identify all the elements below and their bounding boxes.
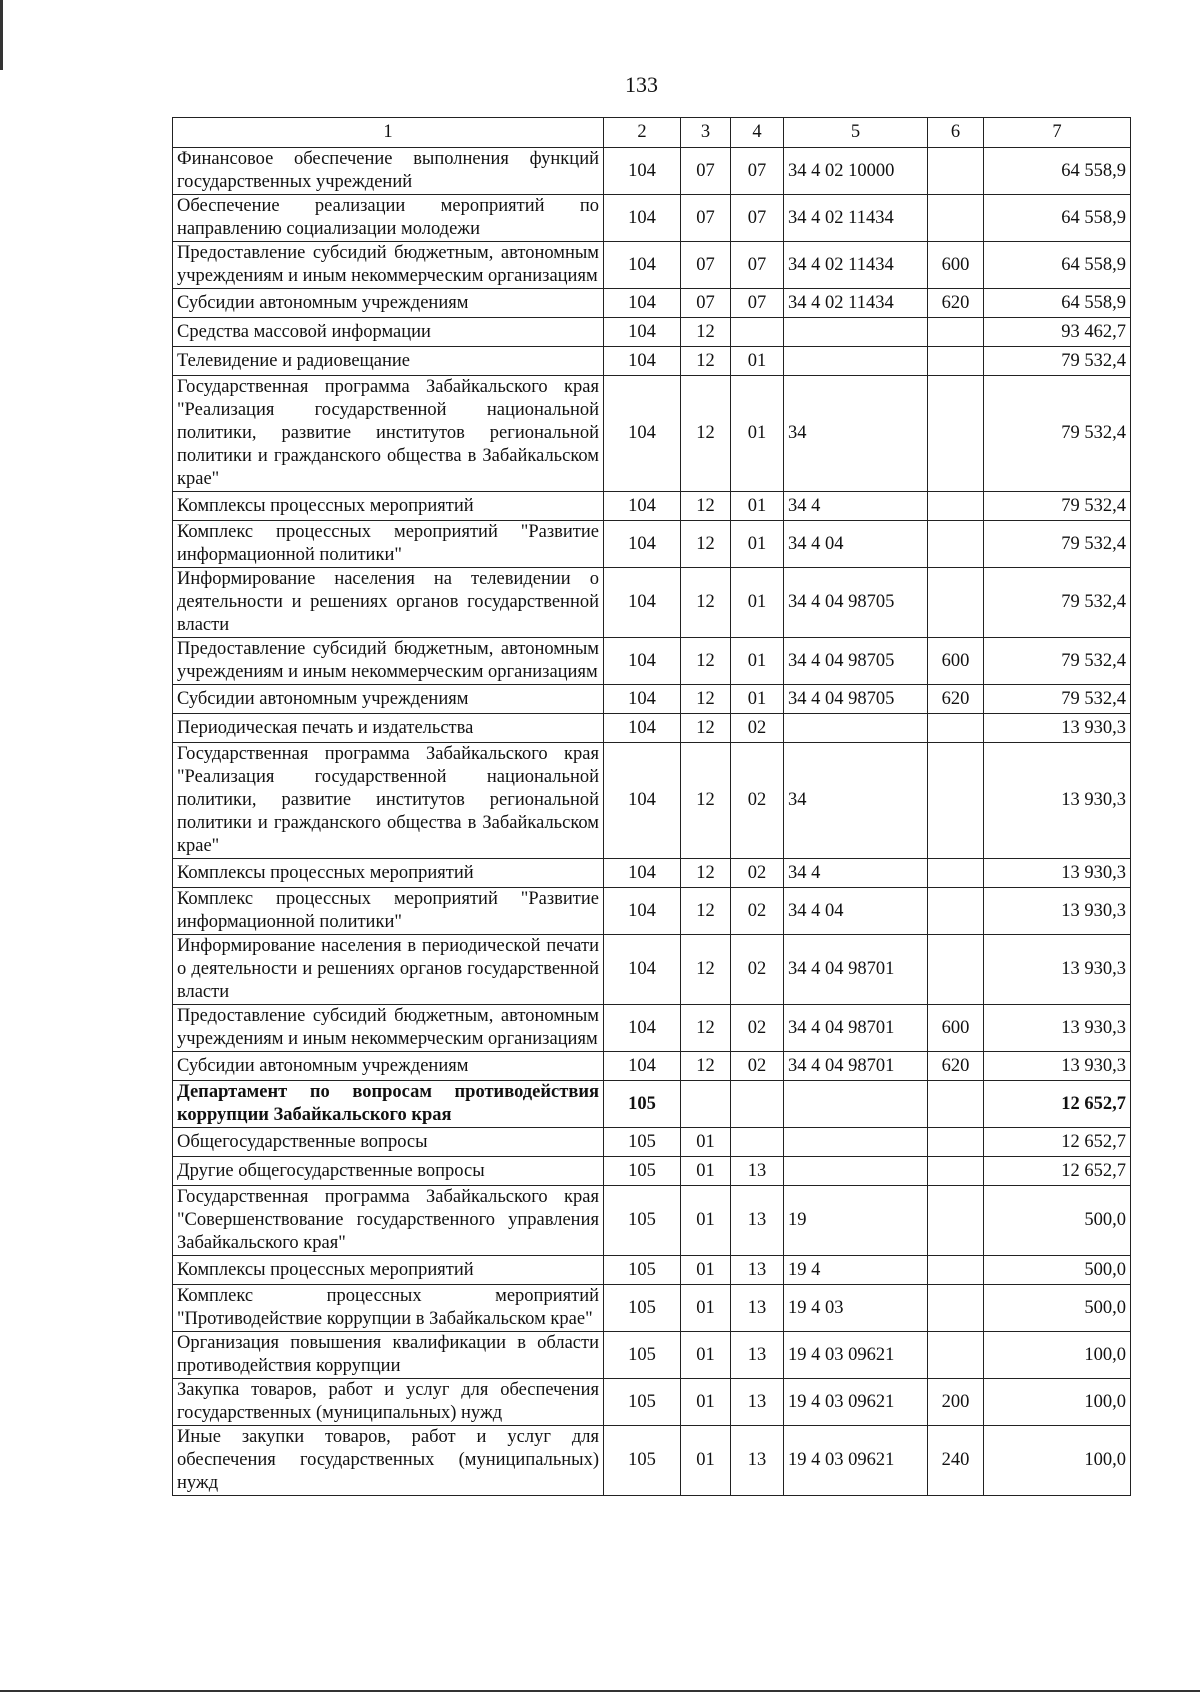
row-expense-type-cell: 600 <box>928 1005 984 1052</box>
row-amount-cell: 13 930,3 <box>984 888 1131 935</box>
table-row <box>173 1379 1131 1426</box>
row-amount-cell: 79 532,4 <box>984 492 1131 521</box>
row-subsection-cell: 02 <box>731 1005 784 1052</box>
row-ministry-code-cell: 104 <box>604 859 681 888</box>
row-section-cell: 01 <box>681 1426 731 1496</box>
row-target-article-cell: 34 4 02 11434 <box>784 195 928 242</box>
row-subsection-cell: 02 <box>731 859 784 888</box>
table-row <box>173 521 1131 568</box>
row-subsection-cell: 02 <box>731 714 784 743</box>
row-section-cell: 12 <box>681 492 731 521</box>
row-name-cell: Субсидии автономным учреждениям <box>173 289 604 318</box>
scan-edge-left <box>0 0 3 70</box>
row-amount-cell: 13 930,3 <box>984 859 1131 888</box>
table-row <box>173 935 1131 1005</box>
column-header: 1 <box>173 118 604 148</box>
row-name-cell: Комплекс процессных мероприятий "Противодействие коррупции в Забайкальском крае" <box>173 1285 604 1332</box>
row-section-cell: 12 <box>681 568 731 638</box>
row-section-cell: 12 <box>681 1005 731 1052</box>
row-subsection-cell <box>731 318 784 347</box>
row-expense-type-cell <box>928 1128 984 1157</box>
row-target-article-cell: 34 4 04 98705 <box>784 568 928 638</box>
row-ministry-code-cell: 104 <box>604 318 681 347</box>
table-row <box>173 1157 1131 1186</box>
row-section-cell: 12 <box>681 1052 731 1081</box>
row-ministry-code-cell: 105 <box>604 1128 681 1157</box>
row-subsection-cell: 13 <box>731 1285 784 1332</box>
table-row <box>173 743 1131 859</box>
row-amount-cell: 93 462,7 <box>984 318 1131 347</box>
row-amount-cell: 13 930,3 <box>984 1052 1131 1081</box>
row-section-cell: 12 <box>681 888 731 935</box>
row-target-article-cell <box>784 1081 928 1128</box>
row-amount-cell: 79 532,4 <box>984 376 1131 492</box>
row-name-cell: Информирование населения на телевидении о деятельности и решениях органов государственной власти <box>173 568 604 638</box>
row-section-cell: 12 <box>681 859 731 888</box>
row-target-article-cell: 19 4 <box>784 1256 928 1285</box>
row-subsection-cell: 01 <box>731 685 784 714</box>
column-header: 6 <box>928 118 984 148</box>
row-expense-type-cell <box>928 1157 984 1186</box>
row-expense-type-cell <box>928 148 984 195</box>
row-amount-cell: 64 558,9 <box>984 242 1131 289</box>
row-ministry-code-cell: 104 <box>604 347 681 376</box>
row-name-cell: Государственная программа Забайкальского края "Реализация государственной национальной политики, развитие институтов региональной политики и гражданского общества в Забайкальском крае" <box>173 743 604 859</box>
row-ministry-code-cell: 104 <box>604 714 681 743</box>
page-number: 133 <box>625 72 658 97</box>
row-amount-cell: 79 532,4 <box>984 638 1131 685</box>
row-ministry-code-cell: 104 <box>604 935 681 1005</box>
row-subsection-cell: 02 <box>731 743 784 859</box>
row-name-cell: Государственная программа Забайкальского края "Совершенствование государственного управления Забайкальского края" <box>173 1186 604 1256</box>
row-name-cell: Комплексы процессных мероприятий <box>173 859 604 888</box>
row-target-article-cell: 34 4 04 98701 <box>784 1052 928 1081</box>
row-amount-cell: 12 652,7 <box>984 1157 1131 1186</box>
row-section-cell: 01 <box>681 1256 731 1285</box>
table-header-row <box>173 118 1131 148</box>
row-target-article-cell: 19 4 03 <box>784 1285 928 1332</box>
row-subsection-cell: 02 <box>731 1052 784 1081</box>
row-section-cell: 07 <box>681 289 731 318</box>
row-ministry-code-cell: 104 <box>604 685 681 714</box>
row-name-cell: Субсидии автономным учреждениям <box>173 1052 604 1081</box>
row-amount-cell: 13 930,3 <box>984 935 1131 1005</box>
row-ministry-code-cell: 104 <box>604 195 681 242</box>
row-amount-cell: 13 930,3 <box>984 1005 1131 1052</box>
row-amount-cell: 13 930,3 <box>984 714 1131 743</box>
row-section-cell: 01 <box>681 1379 731 1426</box>
row-amount-cell: 64 558,9 <box>984 289 1131 318</box>
row-expense-type-cell <box>928 714 984 743</box>
row-subsection-cell: 01 <box>731 568 784 638</box>
row-section-cell: 01 <box>681 1157 731 1186</box>
row-subsection-cell: 13 <box>731 1157 784 1186</box>
row-amount-cell: 500,0 <box>984 1285 1131 1332</box>
row-ministry-code-cell: 105 <box>604 1157 681 1186</box>
row-section-cell: 01 <box>681 1285 731 1332</box>
row-target-article-cell: 34 4 04 98705 <box>784 638 928 685</box>
row-expense-type-cell <box>928 568 984 638</box>
row-amount-cell: 13 930,3 <box>984 743 1131 859</box>
table-row <box>173 1426 1131 1496</box>
row-subsection-cell: 13 <box>731 1186 784 1256</box>
row-section-cell: 12 <box>681 638 731 685</box>
row-name-cell: Иные закупки товаров, работ и услуг для обеспечения государственных (муниципальных) нужд <box>173 1426 604 1496</box>
row-section-cell: 12 <box>681 318 731 347</box>
row-name-cell: Предоставление субсидий бюджетным, автономным учреждениям и иным некоммерческим организациям <box>173 1005 604 1052</box>
row-expense-type-cell: 620 <box>928 1052 984 1081</box>
row-name-cell: Комплекс процессных мероприятий "Развитие информационной политики" <box>173 888 604 935</box>
row-target-article-cell: 19 <box>784 1186 928 1256</box>
row-ministry-code-cell: 105 <box>604 1256 681 1285</box>
row-ministry-code-cell: 104 <box>604 376 681 492</box>
row-subsection-cell: 13 <box>731 1426 784 1496</box>
row-expense-type-cell: 240 <box>928 1426 984 1496</box>
row-section-cell: 07 <box>681 195 731 242</box>
row-ministry-code-cell: 104 <box>604 521 681 568</box>
table-body <box>173 148 1131 1496</box>
row-name-cell: Закупка товаров, работ и услуг для обеспечения государственных (муниципальных) нужд <box>173 1379 604 1426</box>
row-target-article-cell: 34 4 <box>784 859 928 888</box>
row-section-cell: 12 <box>681 521 731 568</box>
row-amount-cell: 79 532,4 <box>984 685 1131 714</box>
row-name-cell: Комплекс процессных мероприятий "Развитие информационной политики" <box>173 521 604 568</box>
row-target-article-cell: 34 <box>784 743 928 859</box>
table-row <box>173 1052 1131 1081</box>
row-target-article-cell: 34 4 02 11434 <box>784 289 928 318</box>
row-target-article-cell: 34 4 02 11434 <box>784 242 928 289</box>
row-expense-type-cell: 620 <box>928 289 984 318</box>
row-ministry-code-cell: 104 <box>604 289 681 318</box>
row-section-cell: 12 <box>681 714 731 743</box>
table-row <box>173 1332 1131 1379</box>
row-amount-cell: 500,0 <box>984 1186 1131 1256</box>
row-name-cell: Общегосударственные вопросы <box>173 1128 604 1157</box>
table-row <box>173 1081 1131 1128</box>
table-row <box>173 347 1131 376</box>
row-section-cell: 01 <box>681 1332 731 1379</box>
row-expense-type-cell <box>928 935 984 1005</box>
row-expense-type-cell <box>928 1285 984 1332</box>
table-row <box>173 859 1131 888</box>
row-expense-type-cell: 200 <box>928 1379 984 1426</box>
row-subsection-cell <box>731 1081 784 1128</box>
row-expense-type-cell <box>928 1256 984 1285</box>
row-target-article-cell: 19 4 03 09621 <box>784 1379 928 1426</box>
row-target-article-cell <box>784 1157 928 1186</box>
row-expense-type-cell <box>928 1332 984 1379</box>
row-subsection-cell: 02 <box>731 888 784 935</box>
row-target-article-cell: 19 4 03 09621 <box>784 1426 928 1496</box>
table-row <box>173 195 1131 242</box>
row-expense-type-cell: 600 <box>928 638 984 685</box>
column-header: 4 <box>731 118 784 148</box>
row-expense-type-cell <box>928 376 984 492</box>
row-amount-cell: 100,0 <box>984 1332 1131 1379</box>
table-row <box>173 568 1131 638</box>
row-ministry-code-cell: 105 <box>604 1379 681 1426</box>
table-row <box>173 242 1131 289</box>
table-row <box>173 638 1131 685</box>
column-header: 2 <box>604 118 681 148</box>
row-name-cell: Предоставление субсидий бюджетным, автономным учреждениям и иным некоммерческим организациям <box>173 242 604 289</box>
row-subsection-cell: 01 <box>731 638 784 685</box>
row-section-cell: 12 <box>681 743 731 859</box>
row-name-cell: Департамент по вопросам противодействия коррупции Забайкальского края <box>173 1081 604 1128</box>
row-expense-type-cell: 600 <box>928 242 984 289</box>
row-expense-type-cell <box>928 888 984 935</box>
budget-table <box>172 117 1131 1496</box>
table-row <box>173 714 1131 743</box>
row-name-cell: Государственная программа Забайкальского края "Реализация государственной национальной политики, развитие институтов региональной политики и гражданского общества в Забайкальском крае" <box>173 376 604 492</box>
scan-edge-bottom <box>0 1690 1200 1692</box>
row-section-cell <box>681 1081 731 1128</box>
row-expense-type-cell <box>928 347 984 376</box>
column-header: 3 <box>681 118 731 148</box>
row-subsection-cell: 13 <box>731 1256 784 1285</box>
table-row <box>173 318 1131 347</box>
row-section-cell: 12 <box>681 376 731 492</box>
table-row <box>173 1128 1131 1157</box>
row-expense-type-cell <box>928 318 984 347</box>
row-target-article-cell: 34 4 04 <box>784 521 928 568</box>
row-subsection-cell: 01 <box>731 521 784 568</box>
row-target-article-cell: 34 4 <box>784 492 928 521</box>
row-name-cell: Другие общегосударственные вопросы <box>173 1157 604 1186</box>
row-amount-cell: 100,0 <box>984 1379 1131 1426</box>
row-target-article-cell: 19 4 03 09621 <box>784 1332 928 1379</box>
row-target-article-cell <box>784 714 928 743</box>
row-expense-type-cell <box>928 492 984 521</box>
row-section-cell: 07 <box>681 148 731 195</box>
table-row <box>173 888 1131 935</box>
row-subsection-cell <box>731 1128 784 1157</box>
row-name-cell: Финансовое обеспечение выполнения функций государственных учреждений <box>173 148 604 195</box>
table-row <box>173 1285 1131 1332</box>
row-subsection-cell: 13 <box>731 1332 784 1379</box>
row-target-article-cell: 34 4 04 98705 <box>784 685 928 714</box>
row-section-cell: 01 <box>681 1128 731 1157</box>
row-name-cell: Телевидение и радиовещание <box>173 347 604 376</box>
row-section-cell: 12 <box>681 685 731 714</box>
row-expense-type-cell <box>928 859 984 888</box>
row-ministry-code-cell: 104 <box>604 743 681 859</box>
row-amount-cell: 100,0 <box>984 1426 1131 1496</box>
row-amount-cell: 12 652,7 <box>984 1128 1131 1157</box>
row-target-article-cell: 34 4 04 <box>784 888 928 935</box>
row-section-cell: 07 <box>681 242 731 289</box>
row-ministry-code-cell: 104 <box>604 492 681 521</box>
row-ministry-code-cell: 104 <box>604 148 681 195</box>
row-ministry-code-cell: 105 <box>604 1285 681 1332</box>
column-header: 7 <box>984 118 1131 148</box>
row-expense-type-cell: 620 <box>928 685 984 714</box>
row-ministry-code-cell: 105 <box>604 1081 681 1128</box>
row-ministry-code-cell: 105 <box>604 1186 681 1256</box>
row-name-cell: Средства массовой информации <box>173 318 604 347</box>
row-expense-type-cell <box>928 195 984 242</box>
column-header: 5 <box>784 118 928 148</box>
table-row <box>173 148 1131 195</box>
row-subsection-cell: 07 <box>731 148 784 195</box>
row-amount-cell: 79 532,4 <box>984 521 1131 568</box>
row-section-cell: 01 <box>681 1186 731 1256</box>
row-ministry-code-cell: 105 <box>604 1426 681 1496</box>
table-row <box>173 376 1131 492</box>
row-subsection-cell: 07 <box>731 289 784 318</box>
row-expense-type-cell <box>928 1186 984 1256</box>
row-target-article-cell <box>784 318 928 347</box>
table-row <box>173 289 1131 318</box>
row-subsection-cell: 01 <box>731 492 784 521</box>
row-subsection-cell: 01 <box>731 347 784 376</box>
row-subsection-cell: 02 <box>731 935 784 1005</box>
row-subsection-cell: 01 <box>731 376 784 492</box>
row-target-article-cell <box>784 1128 928 1157</box>
row-name-cell: Информирование населения в периодической печати о деятельности и решениях органов государственной власти <box>173 935 604 1005</box>
row-name-cell: Организация повышения квалификации в области противодействия коррупции <box>173 1332 604 1379</box>
row-amount-cell: 64 558,9 <box>984 148 1131 195</box>
row-name-cell: Обеспечение реализации мероприятий по направлению социализации молодежи <box>173 195 604 242</box>
row-expense-type-cell <box>928 521 984 568</box>
row-name-cell: Комплексы процессных мероприятий <box>173 1256 604 1285</box>
table-row <box>173 685 1131 714</box>
row-target-article-cell: 34 <box>784 376 928 492</box>
row-name-cell: Периодическая печать и издательства <box>173 714 604 743</box>
table-row <box>173 492 1131 521</box>
row-section-cell: 12 <box>681 935 731 1005</box>
row-target-article-cell: 34 4 02 10000 <box>784 148 928 195</box>
row-target-article-cell: 34 4 04 98701 <box>784 1005 928 1052</box>
row-ministry-code-cell: 104 <box>604 1052 681 1081</box>
row-target-article-cell: 34 4 04 98701 <box>784 935 928 1005</box>
row-amount-cell: 79 532,4 <box>984 568 1131 638</box>
row-section-cell: 12 <box>681 347 731 376</box>
row-ministry-code-cell: 104 <box>604 1005 681 1052</box>
table-row <box>173 1005 1131 1052</box>
table-row <box>173 1256 1131 1285</box>
row-name-cell: Предоставление субсидий бюджетным, автономным учреждениям и иным некоммерческим организациям <box>173 638 604 685</box>
table-row <box>173 1186 1131 1256</box>
row-ministry-code-cell: 104 <box>604 242 681 289</box>
row-ministry-code-cell: 104 <box>604 888 681 935</box>
row-subsection-cell: 13 <box>731 1379 784 1426</box>
row-ministry-code-cell: 105 <box>604 1332 681 1379</box>
row-amount-cell: 12 652,7 <box>984 1081 1131 1128</box>
row-name-cell: Комплексы процессных мероприятий <box>173 492 604 521</box>
row-expense-type-cell <box>928 743 984 859</box>
row-amount-cell: 64 558,9 <box>984 195 1131 242</box>
row-ministry-code-cell: 104 <box>604 568 681 638</box>
row-amount-cell: 79 532,4 <box>984 347 1131 376</box>
row-name-cell: Субсидии автономным учреждениям <box>173 685 604 714</box>
row-amount-cell: 500,0 <box>984 1256 1131 1285</box>
row-target-article-cell <box>784 347 928 376</box>
row-subsection-cell: 07 <box>731 242 784 289</box>
row-ministry-code-cell: 104 <box>604 638 681 685</box>
row-expense-type-cell <box>928 1081 984 1128</box>
row-subsection-cell: 07 <box>731 195 784 242</box>
